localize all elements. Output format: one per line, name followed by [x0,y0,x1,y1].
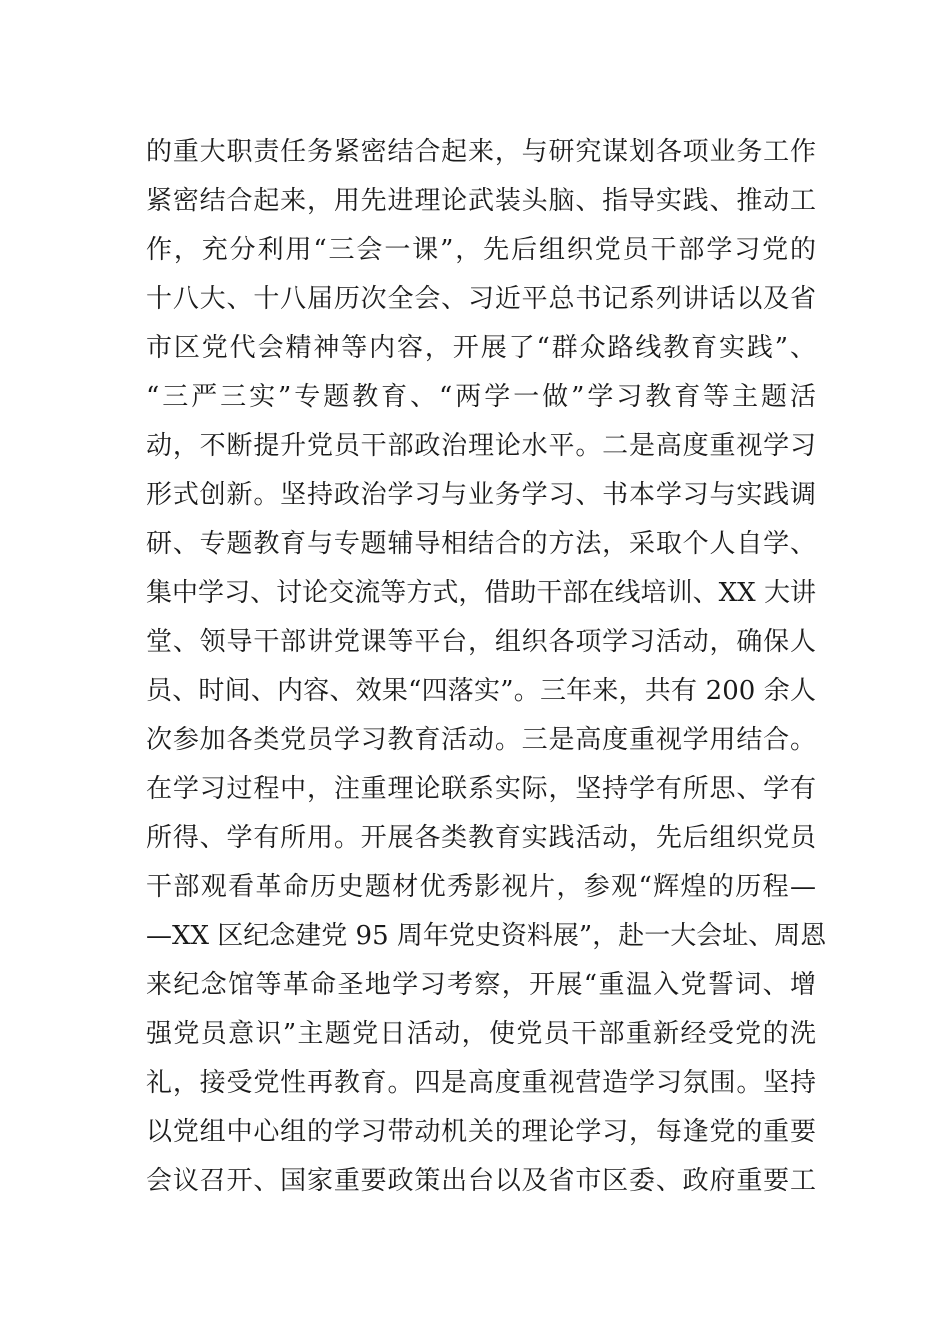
text-line: 的重大职责任务紧密结合起来，与研究谋划各项业务工作 [146,137,816,167]
text-line: 紧密结合起来，用先进理论武装头脑、指导实践、推动工 [146,186,816,216]
text-line: 市区党代会精神等内容，开展了“群众路线教育实践”、 [146,333,816,363]
text-line: 作，充分利用“三会一课”，先后组织党员干部学习党的 [146,235,816,265]
text-line: “三严三实”专题教育、“两学一做”学习教育等主题活 [146,382,816,412]
text-line: 堂、领导干部讲党课等平台，组织各项学习活动，确保人 [146,627,816,657]
text-line: 以党组中心组的学习带动机关的理论学习，每逢党的重要 [146,1117,816,1147]
text-line: 所得、学有所用。开展各类教育实践活动，先后组织党员 [146,823,816,853]
text-line: 十八大、十八届历次全会、习近平总书记系列讲话以及省 [146,284,816,314]
text-line: 集中学习、讨论交流等方式，借助干部在线培训、XX 大讲 [146,578,816,608]
text-line: 干部观看革命历史题材优秀影视片，参观“辉煌的历程— [146,872,816,902]
text-line: 动，不断提升党员干部政治理论水平。二是高度重视学习 [146,431,816,461]
body-paragraph [146,128,827,1206]
text-line: 在学习过程中，注重理论联系实际，坚持学有所思、学有 [146,774,816,804]
text-line: 来纪念馆等革命圣地学习考察，开展“重温入党誓词、增 [146,970,816,1000]
text-line: 会议召开、国家重要政策出台以及省市区委、政府重要工 [146,1166,816,1196]
text-line: 次参加各类党员学习教育活动。三是高度重视学用结合。 [146,725,816,755]
text-line: 强党员意识”主题党日活动，使党员干部重新经受党的洗 [146,1019,816,1049]
text-line: —XX 区纪念建党 95 周年党史资料展”，赴一大会址、周恩 [146,921,827,951]
text-line: 研、专题教育与专题辅导相结合的方法，采取个人自学、 [146,529,816,559]
text-line: 员、时间、内容、效果“四落实”。三年来，共有 200 余人 [146,676,816,706]
text-line: 礼，接受党性再教育。四是高度重视营造学习氛围。坚持 [146,1068,816,1098]
text-line: 形式创新。坚持政治学习与业务学习、书本学习与实践调 [146,480,816,510]
